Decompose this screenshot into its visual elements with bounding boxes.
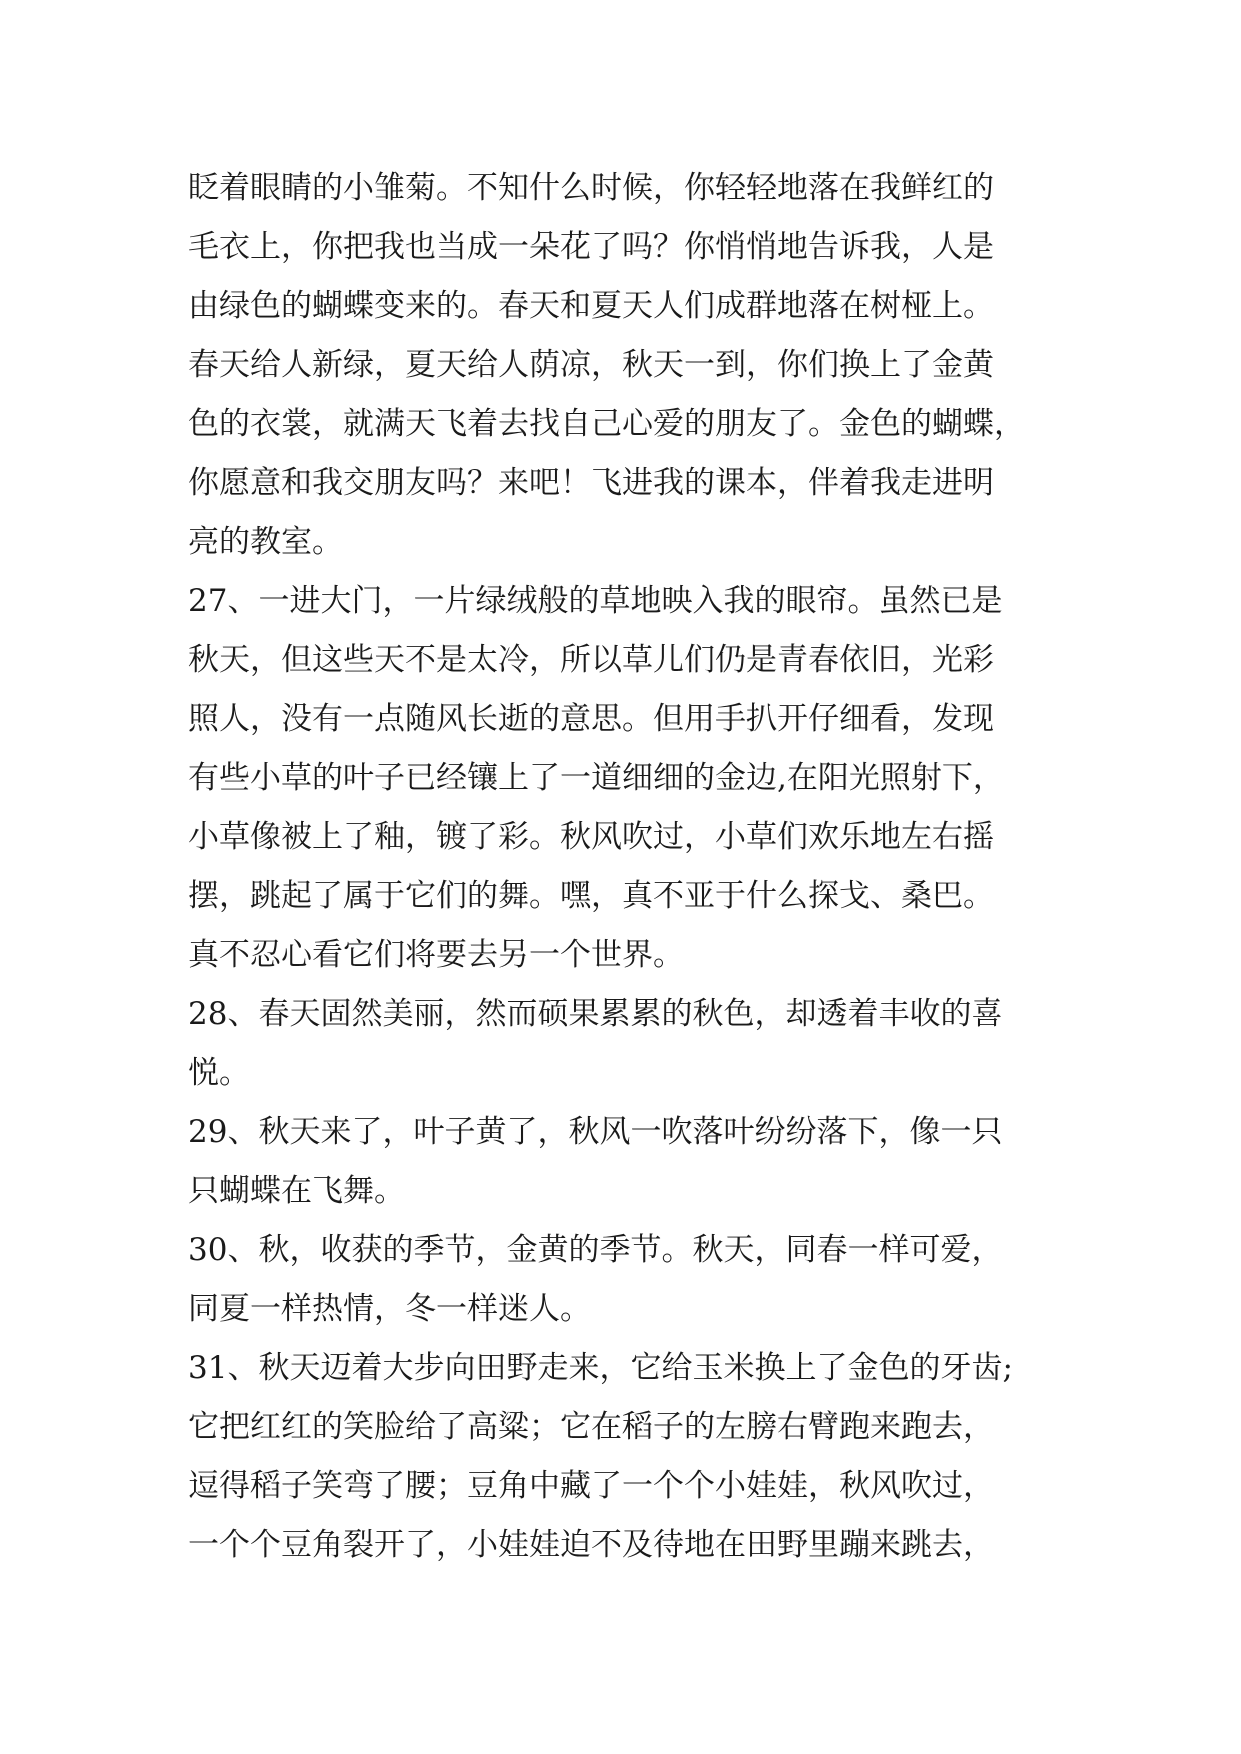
text-line: 30、秋，收获的季节，金黄的季节。秋天，同春一样可爱， xyxy=(188,1232,1003,1268)
text-line: 小草像被上了釉，镀了彩。秋风吹过，小草们欢乐地左右摇 xyxy=(188,819,994,855)
text-line: 摆，跳起了属于它们的舞。嘿，真不亚于什么探戈、桑巴。 xyxy=(188,878,994,914)
text-line: 只蝴蝶在飞舞。 xyxy=(188,1173,405,1209)
text-line: 由绿色的蝴蝶变来的。春天和夏天人们成群地落在树桠上。 xyxy=(188,288,994,324)
text-line: 毛衣上，你把我也当成一朵花了吗？你悄悄地告诉我，人是 xyxy=(188,229,994,265)
text-line: 眨着眼睛的小雏菊。不知什么时候，你轻轻地落在我鲜红的 xyxy=(188,170,994,206)
text-line: 逗得稻子笑弯了腰；豆角中藏了一个个小娃娃，秋风吹过， xyxy=(188,1468,994,1504)
text-line: 它把红红的笑脸给了高粱；它在稻子的左膀右臂跑来跑去， xyxy=(188,1409,994,1445)
text-line: 你愿意和我交朋友吗？来吧！飞进我的课本，伴着我走进明 xyxy=(188,465,994,501)
text-line: 一个个豆角裂开了，小娃娃迫不及待地在田野里蹦来跳去， xyxy=(188,1527,994,1563)
text-line: 照人，没有一点随风长逝的意思。但用手扒开仔细看，发现 xyxy=(188,701,994,737)
text-line: 悦。 xyxy=(188,1055,250,1091)
text-line: 有些小草的叶子已经镶上了一道细细的金边,在阳光照射下， xyxy=(188,760,1004,796)
text-line: 同夏一样热情，冬一样迷人。 xyxy=(188,1291,591,1327)
text-line: 春天给人新绿，夏天给人荫凉，秋天一到，你们换上了金黄 xyxy=(188,347,994,383)
text-line: 色的衣裳，就满天飞着去找自己心爱的朋友了。金色的蝴蝶， xyxy=(188,406,1025,442)
text-line: 亮的教室。 xyxy=(188,524,343,560)
text-line: 28、春天固然美丽，然而硕果累累的秋色，却透着丰收的喜 xyxy=(188,996,1003,1032)
text-line: 29、秋天来了，叶子黄了，秋风一吹落叶纷纷落下，像一只 xyxy=(188,1114,1003,1150)
text-line: 31、秋天迈着大步向田野走来，它给玉米换上了金色的牙齿; xyxy=(188,1350,1013,1386)
text-line: 秋天，但这些天不是太冷，所以草儿们仍是青春依旧，光彩 xyxy=(188,642,994,678)
text-line: 真不忍心看它们将要去另一个世界。 xyxy=(188,937,684,973)
text-line: 27、一进大门，一片绿绒般的草地映入我的眼帘。虽然已是 xyxy=(188,583,1003,619)
document-body xyxy=(188,159,1068,1575)
